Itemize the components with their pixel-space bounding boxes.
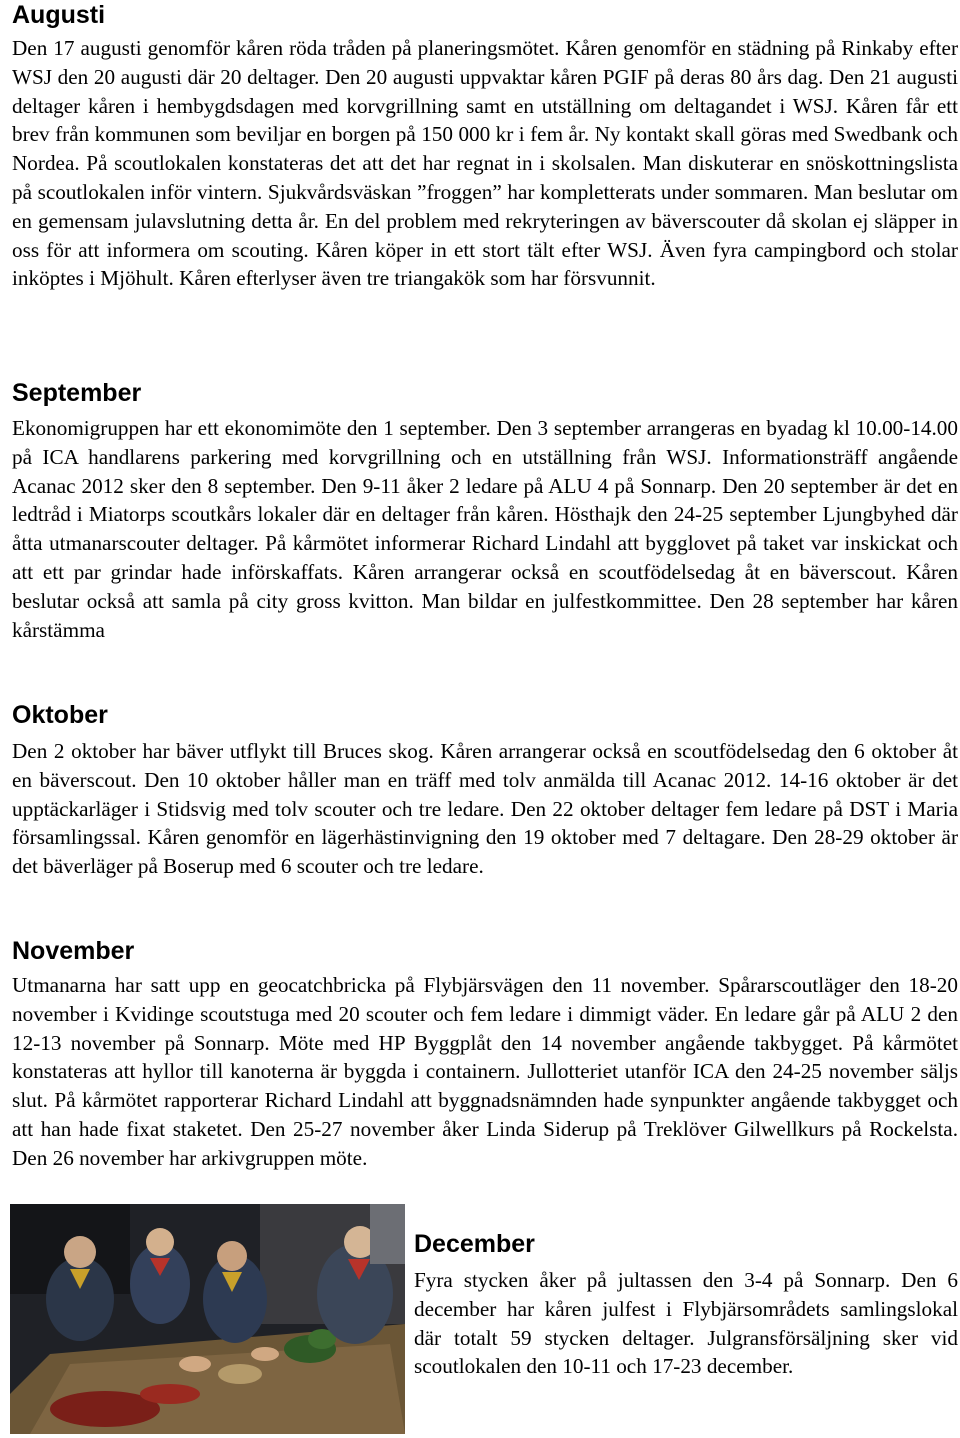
- section-text-augusti: Den 17 augusti genomför kåren röda tråden på planeringsmötet. Kåren genomför en städning på Rinkaby efter WSJ den 20 augusti där 20 deltager. Den 20 augusti uppvaktar kåren PGIF på deras 80 års dag. Den 21 augusti deltager kåren i hembygdsdagen med korvgrillning samt en utställning om deltagandet i WSJ. Kåren får ett brev från kommunen som beviljar en borgen på 150 000 kr i fem år. Ny kontakt skall göras med Swedbank och Nordea. På scoutlokalen konstateras det att det har regnat in i skolsalen. Man diskuterar en snöskottningslista på scoutlokalen inför vintern. Sjukvårdsväskan ”froggen” har kompletterats under sommaren. Man beslutar om en gemensam julavslutning detta år. En del problem med rekryteringen av bäverscouter då skolan ej släpper in oss för att informera om scouting. Kåren köper in ett stort tält efter WSJ. Även fyra campingbord och stolar inköptes i Mjöhult. Kåren efterlyser även tre triangakök som har försvunnit.: [12, 36, 958, 291]
- section-heading-december: December: [414, 1230, 535, 1258]
- section-heading-augusti: Augusti: [12, 1, 106, 29]
- section-heading-september: September: [12, 379, 142, 407]
- section-text-oktober: Den 2 oktober har bäver utflykt till Bruces skog. Kåren arrangerar också en scoutfödelsedag den 6 oktober åt en bäverscout. Den 10 oktober håller man en träff med tolv anmälda till Acanac 2012. 14-16 oktober är det upptäckarläger i Stidsvig med tolv scouter och tre ledare. Den 22 oktober deltager fem ledare på DST i Maria församlingssal. Kåren genomför en lägerhästinvigning den 19 oktober med 7 deltagare. Den 28-29 oktober är det bäverläger på Boserup med 6 scouter och tre ledare.: [12, 739, 958, 879]
- scouts-christmas-photo: [10, 1204, 405, 1434]
- section-heading-november: November: [12, 937, 135, 965]
- section-text-december: Fyra stycken åker på jultassen den 3-4 på Sonnarp. Den 6 december har kåren julfest i Flybjärsområdets samlingslokal där totalt 59 stycken deltager. Julgransförsäljning sker vid scoutlokalen den 10-11 och 17-23 december.: [414, 1268, 958, 1379]
- section-heading-oktober: Oktober: [12, 701, 108, 729]
- section-text-november: Utmanarna har satt upp en geocatchbricka på Flybjärsvägen den 11 november. Spårarscoutläger den 18-20 november i Kvidinge scoutstuga med 20 scouter och fem ledare i dimmigt väder. En ledare går på ALU 2 den 12-13 november på Sonnarp. Möte med HP Byggplåt den 14 november angående takbygget. På kårmötet konstateras att hyllor till kanoterna är byggda i containern. Jullotteriet utanför ICA den 24-25 november säljs slut. På kårmötet rapporterar Richard Lindahl att byggnadsnämnden hade synpunkter angående takbygget och att han hade fixat staketet. Den 25-27 november åker Linda Siderup på Treklöver Gilwellkurs på Rockelsta. Den 26 november har arkivgruppen möte.: [12, 973, 958, 1170]
- section-text-september: Ekonomigruppen har ett ekonomimöte den 1 september. Den 3 september arrangeras en byadag kl 10.00-14.00 på ICA handlarens parkering med korvgrillning och en utställning från WSJ. Informationsträff angående Acanac 2012 sker den 8 september. Den 9-11 åker 2 ledare på ALU 4 på Sonnarp. Den 20 september är det en ledtråd i Miatorps scoutkårs lokaler där en deltager från kåren. Hösthajk den 24-25 september Ljungbyhed där åtta utmanarscouter deltager. På kårmötet informerar Richard Lindahl att bygglovet på taket var inskickat och att ett par grindar hade införskaffats. Kåren arrangerar också en scoutfödelsedag åt en bäverscout. Kåren beslutar också att samla på city gross kvitton. Man bildar en julfestkommittee. Den 28 september har kåren kårstämma: [12, 416, 958, 642]
